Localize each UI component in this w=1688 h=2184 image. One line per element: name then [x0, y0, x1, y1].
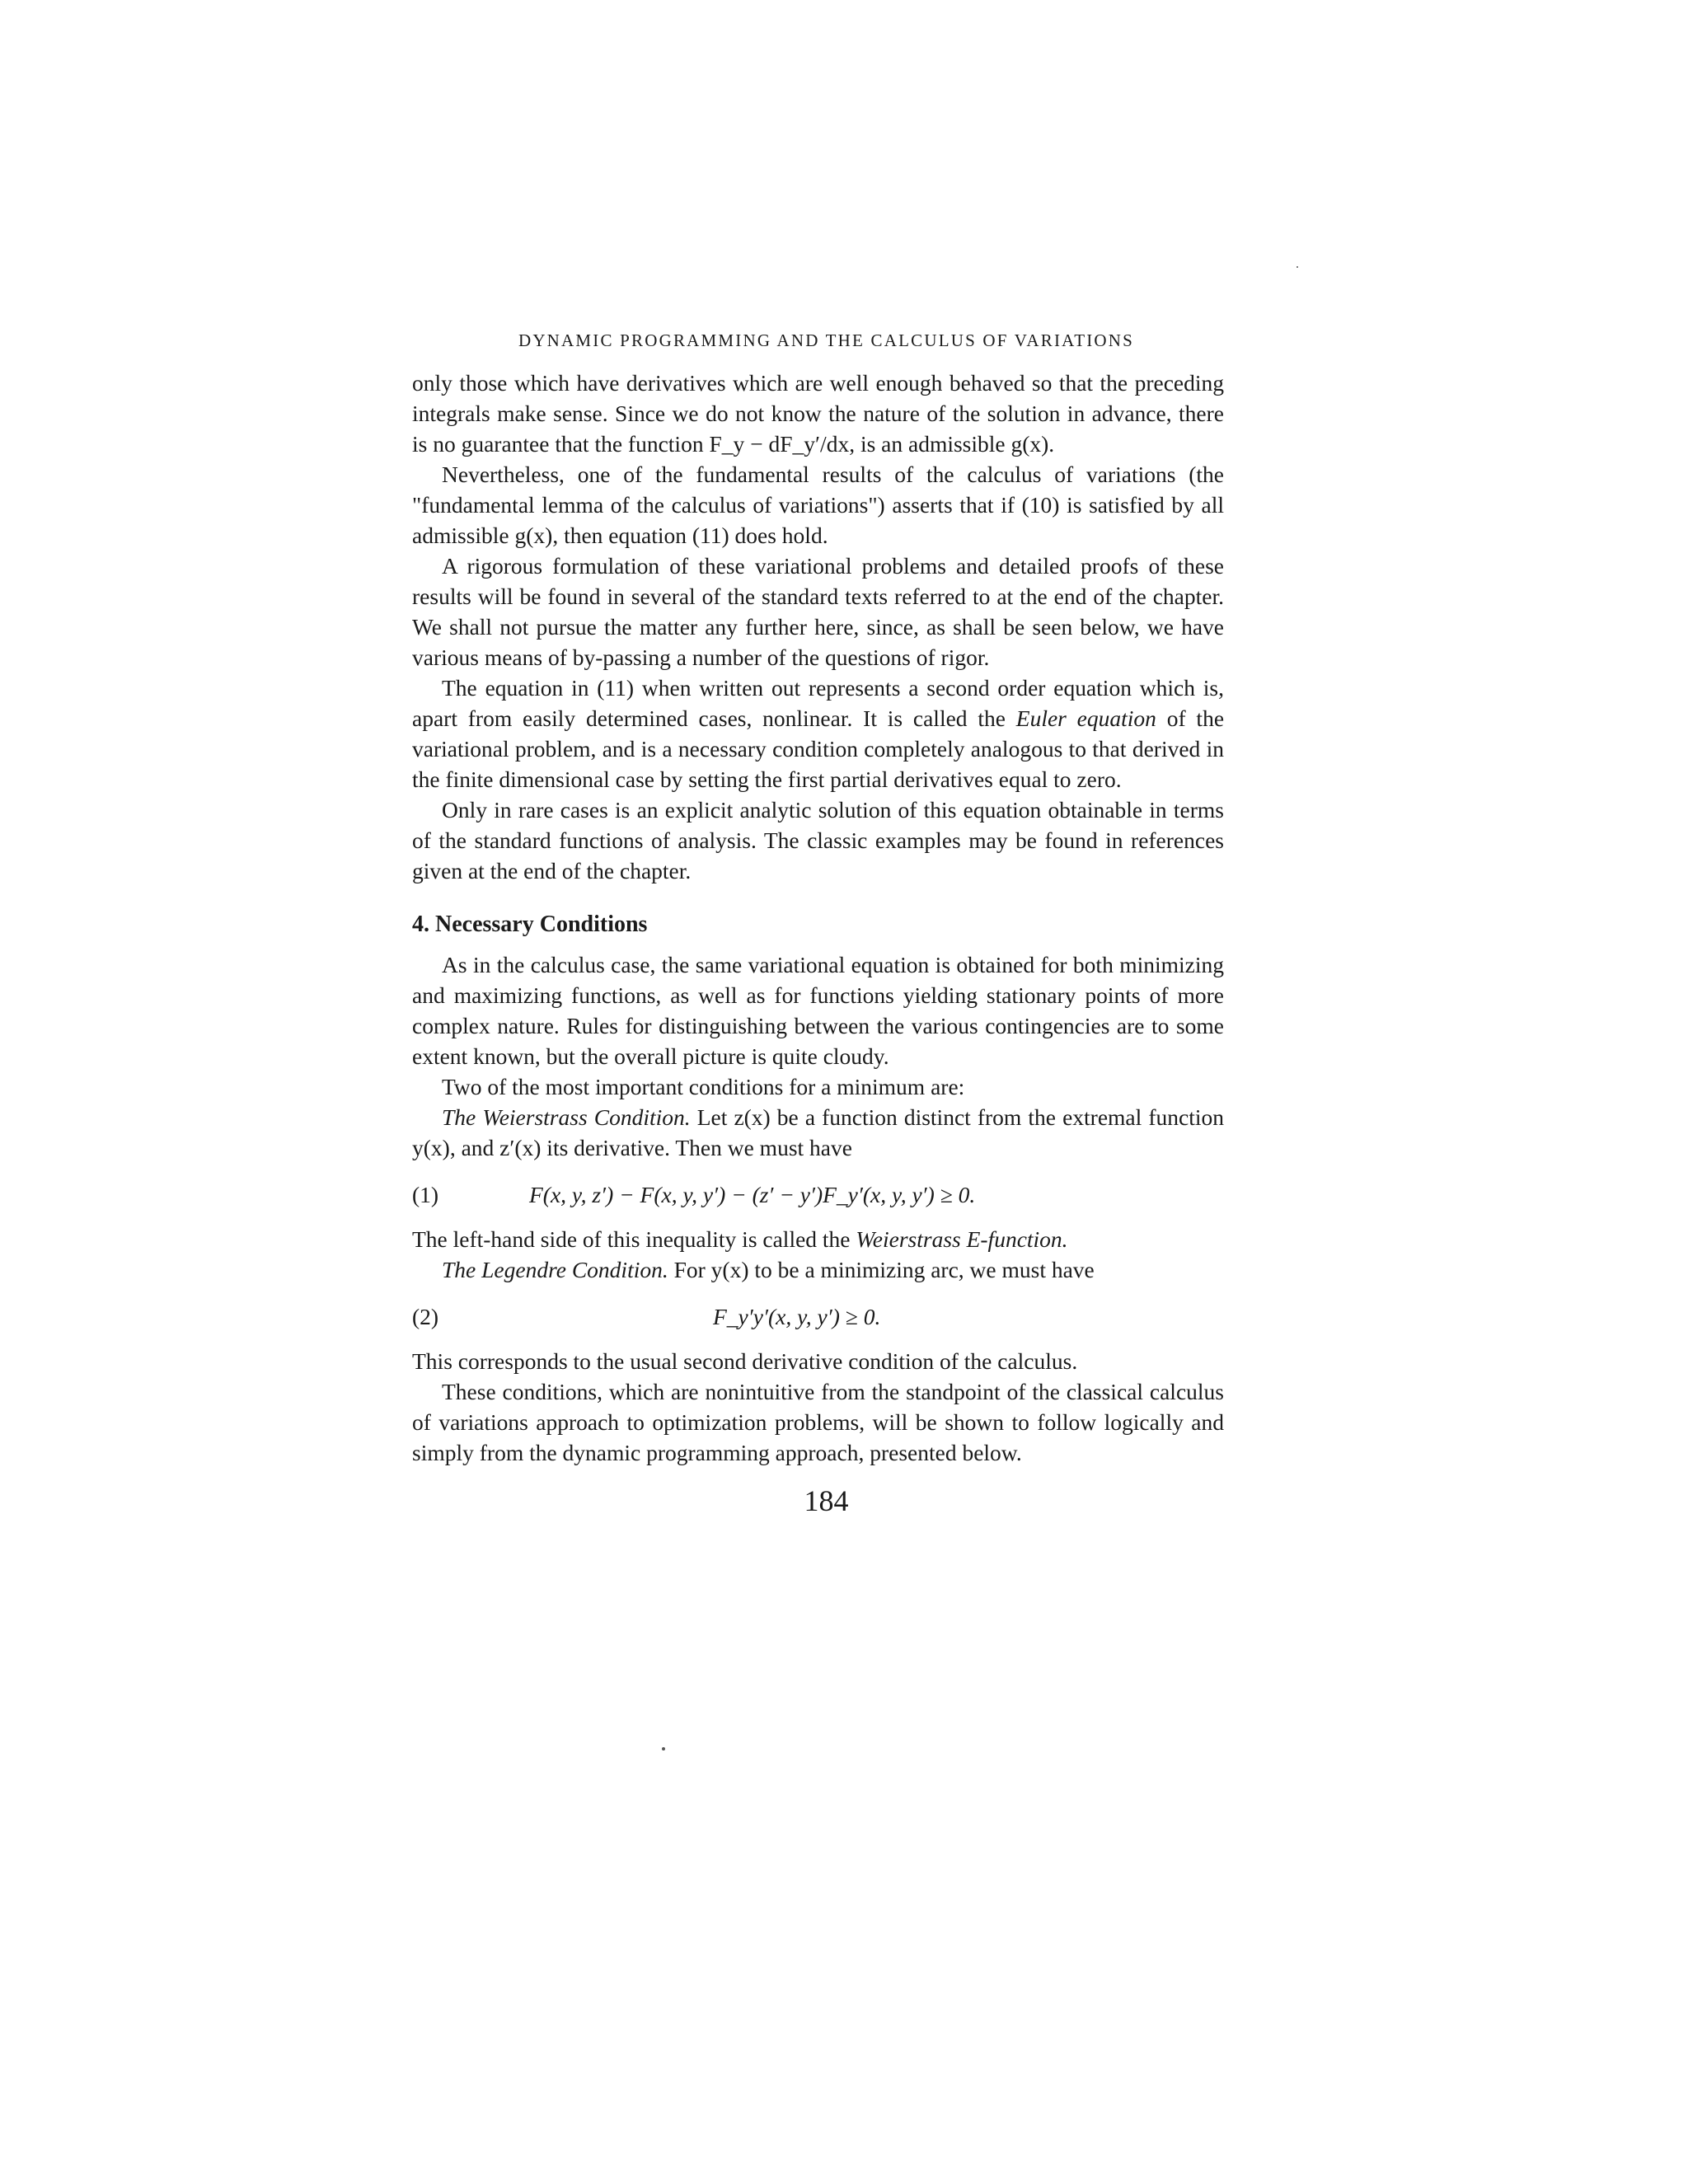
- paragraph-8: [412, 1102, 1224, 1163]
- scan-speck: [1296, 266, 1298, 268]
- paragraph-3: A rigorous formulation of these variational problems and detailed proofs of these results will be found in several of the standard texts referred to at the end of the chapter. We shall not pursue the matter any further here, since, as shall be seen below, we have various means of by-passing a number of the questions of rigor.: [412, 553, 1224, 670]
- paragraph-4-text-b: of the variational problem, and is a necessary condition completely analogous to that derived in the finite dimensional case by setting the first partial derivatives equal to zero.: [412, 705, 1225, 792]
- book-page: [412, 326, 1224, 1516]
- running-head: DYNAMIC PROGRAMMING AND THE CALCULUS OF VARIATIONS: [518, 330, 1135, 350]
- paragraph-2: Nevertheless, one of the fundamental results of the calculus of variations (the "fundamental lemma of the calculus of variations") asserts that if (10) is satisfied by all admissible g(x), then equation (11) does hold.: [412, 462, 1224, 548]
- legendre-condition-label: The Legendre Condition.: [442, 1257, 668, 1282]
- paragraph-11: This corresponds to the usual second derivative condition of the calculus.: [412, 1348, 1078, 1374]
- weierstrass-e-function-term: Weierstrass E-function.: [856, 1226, 1068, 1252]
- paragraph-4: [412, 673, 1224, 794]
- paragraph-9: [412, 1224, 1224, 1254]
- equation-1-number: (1): [412, 1182, 439, 1207]
- paragraph-1: only those which have derivatives which are well enough behaved so that the preceding integrals make sense. Since we do not know the nature of the solution in advance, there is no guarantee that the function F_y − dF_y′/dx, is an admissible g(x).: [412, 370, 1224, 457]
- paragraph-6: As in the calculus case, the same variational equation is obtained for both minimizing and maximizing functions, as well as for functions yielding stationary points of more complex nature. Rules for distinguishing between the various contingencies are to some extent known, but the overall picture is quite cloudy.: [412, 952, 1224, 1069]
- paragraph-5: Only in rare cases is an explicit analytic solution of this equation obtainable in terms of the standard functions of analysis. The classic examples may be found in references given at the end of the chapter.: [412, 797, 1224, 883]
- paragraph-8-text: Let z(x) be a function distinct from the extremal function y(x), and z′(x) its derivative. Then we must have: [412, 1104, 1224, 1160]
- equation-2-number: (2): [412, 1304, 439, 1329]
- equation-2: [412, 1293, 1224, 1341]
- paragraph-10-text: For y(x) to be a minimizing arc, we must have: [673, 1257, 1095, 1282]
- section-heading: 4. Necessary Conditions: [412, 912, 648, 937]
- euler-equation-term: Euler equation: [1015, 705, 1156, 731]
- page-number: 184: [804, 1484, 849, 1517]
- scan-speck: [662, 1747, 665, 1750]
- paragraph-4-text-a: The equation in (11) when written out represents a second order equation which is, apart from easily determined cases, nonlinear. It is called the: [412, 675, 1224, 731]
- paragraph-9-text: The left-hand side of this inequality is called the: [412, 1226, 851, 1252]
- equation-1-body: F(x, y, z′) − F(x, y, y′) − (z′ − y′)F_y′(x, y, y′) ≥ 0.: [529, 1182, 976, 1207]
- equation-2-body: F_y′y′(x, y, y′) ≥ 0.: [713, 1304, 881, 1329]
- paragraph-12: These conditions, which are nonintuitive from the standpoint of the classical calculus of variations approach to optimization problems, will be shown to follow logically and simply from the dynamic programming approach, presented below.: [412, 1379, 1224, 1465]
- equation-1: [412, 1171, 1224, 1219]
- paragraph-10: [412, 1254, 1224, 1285]
- weierstrass-condition-label: The Weierstrass Condition.: [442, 1104, 691, 1130]
- paragraph-7: Two of the most important conditions for a minimum are:: [442, 1074, 965, 1099]
